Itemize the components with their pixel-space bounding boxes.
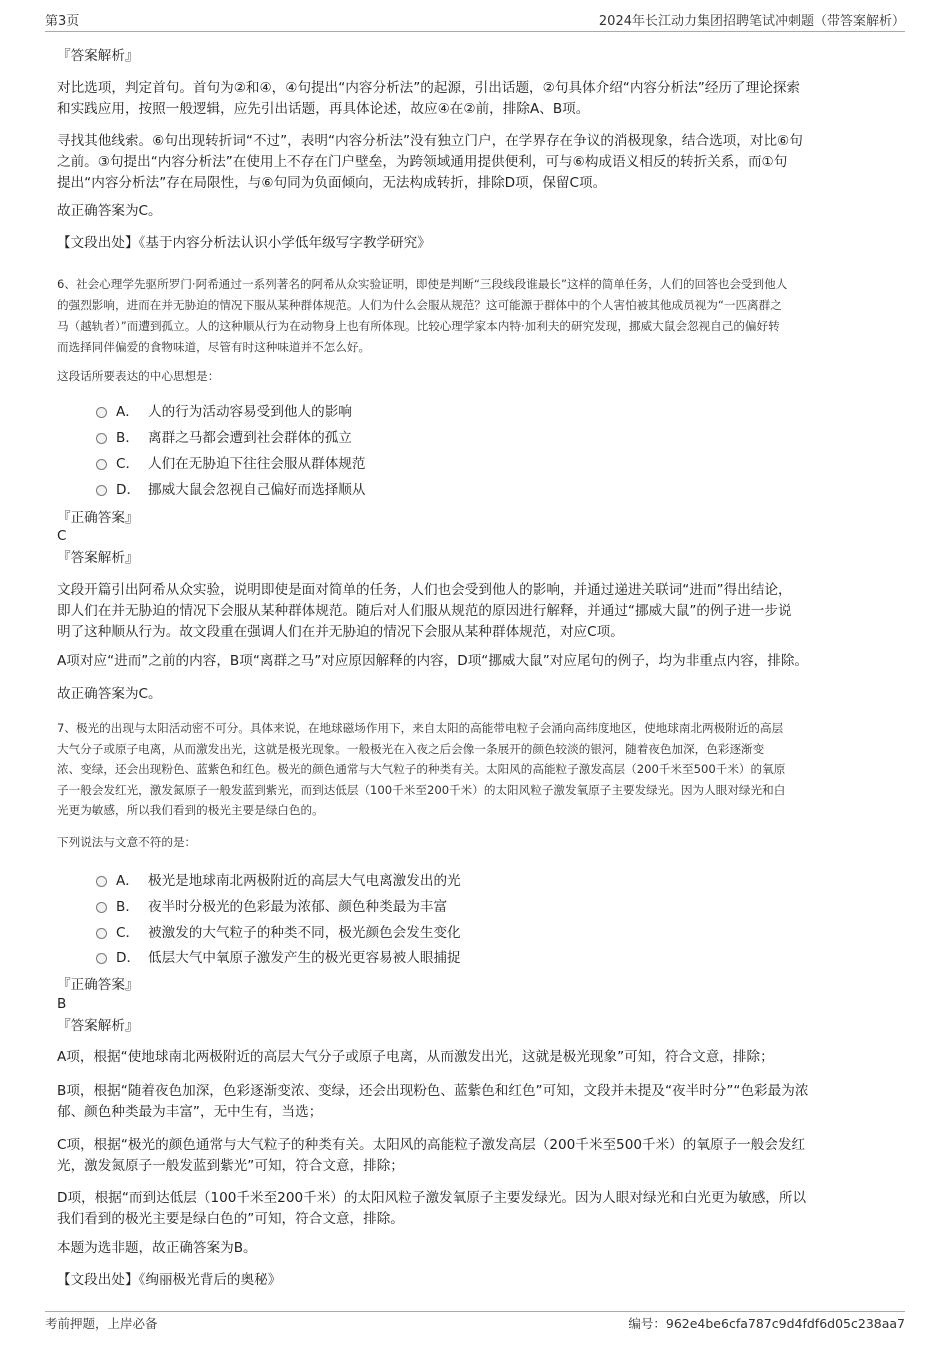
radio-icon[interactable]: [96, 876, 107, 887]
radio-icon[interactable]: [96, 485, 107, 496]
radio-icon[interactable]: [96, 433, 107, 444]
option-a[interactable]: A． 极光是地球南北两极附近的高层大气电离激发出的光: [96, 871, 461, 891]
radio-icon[interactable]: [96, 459, 107, 470]
conclusion: 故正确答案为C。: [57, 203, 162, 219]
option-d[interactable]: D． 挪威大鼠会忽视自己偏好而选择顺从: [96, 480, 366, 500]
page-number: 第3页: [45, 14, 80, 29]
analysis-paragraph: 寻找其他线索。⑥句出现转折词“不过”，表明“内容分析法”没有独立门户，在学界存在争议的消极现象，结合选项，对比⑥句 之前。③句提出“内容分析法”在使用上不存在门户壁垒，为跨领域通用提供便利，可与⑥构成语义相反的转折关系，而①句 提出“内容分析法”存在局限性，与⑥句同为负面倾向，无法构成转折，排除D项，保留C项。: [57, 133, 803, 191]
analysis-label: 『答案解析』: [57, 550, 139, 566]
analysis-option-d: D项，根据“而到达低层（100千米至200千米）的太阳风粒子激发氧原子主要发绿光。因为人眼对绿光和白光更为敏感，所以 我们看到的极光主要是绿白色的”可知，符合文意，排除。: [57, 1190, 807, 1227]
radio-icon[interactable]: [96, 902, 107, 913]
question-prompt: 这段话所要表达的中心思想是：: [57, 369, 220, 383]
analysis-label: 『答案解析』: [57, 1018, 139, 1034]
analysis-option-a: A项，根据“使地球南北两极附近的高层大气分子或原子电离，从而激发出光，这就是极光现象”可知，符合文意，排除；: [57, 1049, 774, 1065]
answer-value: B: [57, 996, 67, 1012]
document-id: 编号：962e4be6cfa787c9d4fdf6d05c238aa7: [628, 1316, 905, 1331]
radio-icon[interactable]: [96, 953, 107, 964]
answer-label: 『正确答案』: [57, 510, 139, 526]
answer-label: 『正确答案』: [57, 977, 139, 993]
option-b[interactable]: B． 离群之马都会遭到社会群体的孤立: [96, 428, 352, 448]
question-prompt: 下列说法与文意不符的是：: [57, 835, 197, 849]
analysis-option-b: B项，根据“随着夜色加深，色彩逐渐变浓、变绿，还会出现粉色、蓝紫色和红色”可知，文段并未提及“夜半时分”“色彩最为浓 郁、颜色种类最为丰富”，无中生有，当选；: [57, 1083, 809, 1120]
question-text: 6、社会心理学先驱所罗门·阿希通过一系列著名的阿希从众实验证明，即使是判断“三段线段谁最长”这样的简单任务，人们的回答也会受到他人 的强烈影响，进而在并无胁迫的情况下服从某种群体规范。人们为什么会服从规范？这可能源于群体中的个人害怕被其他成员视为“一匹离群之 马（越轨者）”而遭到孤立。人的这种顺从行为在动物身上也有所体现。比较心理学家本内特·加利夫的研究发现，挪威大鼠会忽视自己的偏好转 而选择同伴偏爱的食物味道，尽管有时这种味道并不怎么好。: [57, 277, 788, 354]
footer-divider: [45, 1311, 905, 1312]
radio-icon[interactable]: [96, 928, 107, 939]
option-a[interactable]: A． 人的行为活动容易受到他人的影响: [96, 402, 352, 422]
analysis-label: 『答案解析』: [57, 48, 139, 64]
analysis-paragraph: 对比选项，判定首句。首句为②和④，④句提出“内容分析法”的起源，引出话题，②句具体介绍“内容分析法”经历了理论探索 和实践应用，按照一般逻辑，应先引出话题，再具体论述，故应④在②前，排除A、B项。: [57, 80, 801, 117]
question-text: 7、极光的出现与太阳活动密不可分。具体来说，在地球磁场作用下，来自太阳的高能带电粒子会涌向高纬度地区，使地球南北两极附近的高层 大气分子或原子电离，从而激发出光，这就是极光现象。一般极光在入夜之后会像一条展开的颜色较淡的银河，随着夜色加深，色彩逐渐变 浓、变绿，还会出现粉色、蓝紫色和红色。极光的颜色通常与大气粒子的种类有关。太阳风的高能粒子激发高层（200千米至500千米）的氧原 子一般会发红光，激发氮原子一般发蓝到紫光，而到达低层（100千米至200千米）的太阳风粒子激发氧原子主要发绿光。因为人眼对绿光和白 光更为敏感，所以我们看到的极光主要是绿白色的。: [57, 721, 786, 817]
option-c[interactable]: C． 被激发的大气粒子的种类不同，极光颜色会发生变化: [96, 923, 461, 943]
option-c[interactable]: C． 人们在无胁迫下往往会服从群体规范: [96, 454, 366, 474]
radio-icon[interactable]: [96, 407, 107, 418]
document-title: 2024年长江动力集团招聘笔试冲刺题（带答案解析）: [598, 14, 905, 29]
conclusion: 本题为选非题，故正确答案为B。: [57, 1240, 257, 1256]
answer-value: C: [57, 528, 67, 544]
header-divider: [45, 31, 905, 32]
option-b[interactable]: B． 夜半时分极光的色彩最为浓郁、颜色种类最为丰富: [96, 897, 447, 917]
footer-slogan: 考前押题，上岸必备: [45, 1316, 158, 1331]
source-citation: 【文段出处】《基于内容分析法认识小学低年级写字教学研究》: [57, 235, 431, 251]
analysis-paragraph: A项对应“进而”之前的内容，B项“离群之马”对应原因解释的内容，D项“挪威大鼠”对应尾句的例子，均为非重点内容，排除。: [57, 653, 809, 669]
analysis-option-c: C项，根据“极光的颜色通常与大气粒子的种类有关。太阳风的高能粒子激发高层（200千米至500千米）的氧原子一般会发红 光，激发氮原子一般发蓝到紫光”可知，符合文意，排除；: [57, 1137, 806, 1174]
conclusion: 故正确答案为C。: [57, 686, 162, 702]
option-d[interactable]: D． 低层大气中氧原子激发产生的极光更容易被人眼捕捉: [96, 948, 461, 968]
analysis-paragraph: 文段开篇引出阿希从众实验，说明即使是面对简单的任务，人们也会受到他人的影响，并通过递进关联词“进而”得出结论， 即人们在并无胁迫的情况下会服从某种群体规范。随后对人们服从规范的原因进行解释，并通过“挪威大鼠”的例子进一步说 明了这种顺从行为。故文段重在强调人们在并无胁迫的情况下会服从某种群体规范，对应C项。: [57, 582, 792, 640]
source-citation: 【文段出处】《绚丽极光背后的奥秘》: [57, 1272, 282, 1288]
